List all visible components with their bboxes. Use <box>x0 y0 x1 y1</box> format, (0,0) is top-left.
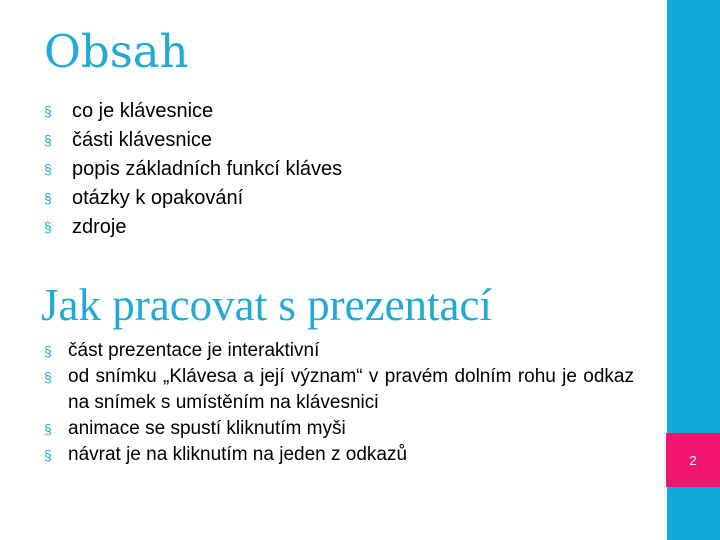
list-item <box>44 155 342 184</box>
list-item <box>44 97 342 126</box>
section-sign-icon: § <box>44 421 52 437</box>
section-title-how-to: Jak pracovat s prezentací <box>41 280 493 330</box>
list-item-text: animace se spustí kliknutím myši <box>68 418 346 439</box>
contents-list <box>44 97 342 242</box>
section-sign-icon: § <box>44 161 52 177</box>
section-sign-icon: § <box>44 190 52 206</box>
list-item <box>44 213 342 242</box>
list-item <box>44 338 634 364</box>
list-item-text: popis základních funkcí kláves <box>72 158 343 180</box>
section-sign-icon: § <box>44 447 52 463</box>
list-item <box>44 364 634 416</box>
list-item-text: otázky k opakování <box>72 187 244 209</box>
list-item-text: co je klávesnice <box>72 100 214 122</box>
how-to-list <box>44 338 634 468</box>
list-item-text: od snímku „Klávesa a její význam“ v pravém dolním rohu je odkaz na snímek s umístěním na klávesnici <box>68 366 634 413</box>
list-item-text: návrat je na kliknutím na jeden z odkazů <box>68 444 408 465</box>
list-item <box>44 442 634 468</box>
list-item <box>44 416 634 442</box>
list-item-text: část prezentace je interaktivní <box>68 340 320 361</box>
list-item-text: části klávesnice <box>72 129 213 151</box>
section-sign-icon: § <box>44 132 52 148</box>
list-item <box>44 126 342 155</box>
list-item-text: zdroje <box>72 216 127 238</box>
page-number-badge: 2 <box>666 433 720 487</box>
section-sign-icon: § <box>44 219 52 235</box>
section-title-contents: Obsah <box>44 25 189 78</box>
list-item <box>44 184 342 213</box>
section-sign-icon: § <box>44 369 52 385</box>
section-sign-icon: § <box>44 343 52 359</box>
section-sign-icon: § <box>44 103 52 119</box>
